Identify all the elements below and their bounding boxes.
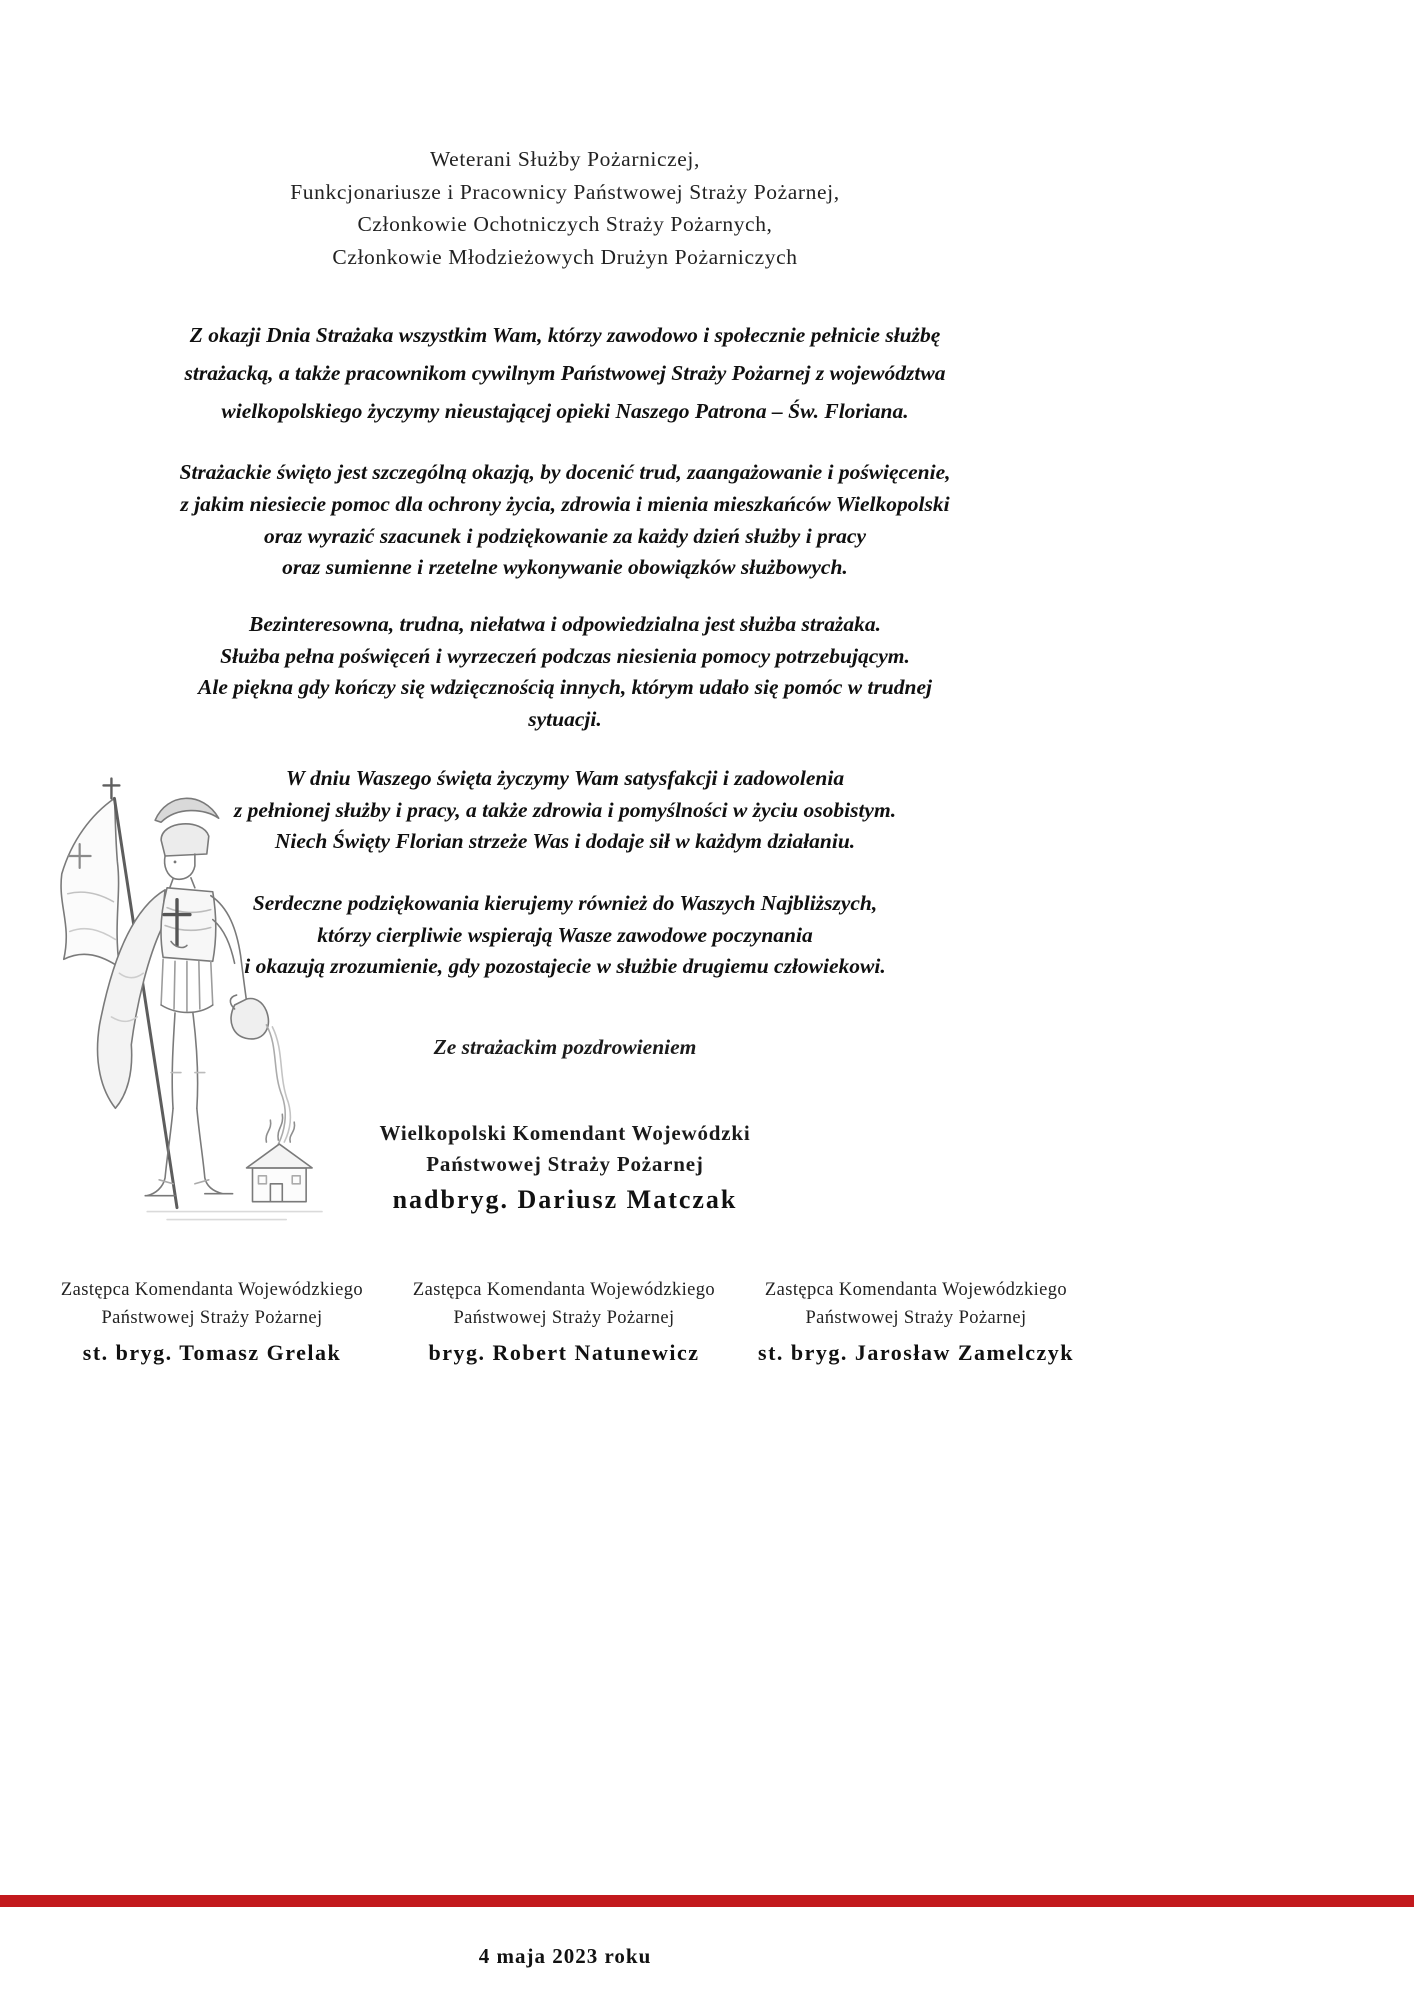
red-divider-bar — [0, 1895, 1414, 1907]
salutation-line: Weterani Służby Pożarniczej, — [430, 147, 700, 171]
text-line: Niech Święty Florian strzeże Was i dodaje sił w każdym działaniu. — [274, 829, 856, 853]
deputy-title: Państwowej Straży Pożarnej — [453, 1308, 675, 1328]
closing-greeting: Ze strażackim pozdrowieniem — [433, 1035, 697, 1059]
salutation-line: Funkcjonariusze i Pracownicy Państwowej Straży Pożarnej, — [290, 179, 840, 204]
document-date: 4 maja 2023 roku — [478, 1944, 652, 1968]
text-line: Strażackie święto jest szczególną okazją, by docenić trud, zaangażowanie i poświęcenie, — [179, 460, 951, 484]
commander-title: Państwowej Straży Pożarnej — [426, 1152, 704, 1176]
deputy-name: st. bryg. Jarosław Zamelczyk — [758, 1340, 1074, 1365]
st-florian-illustration — [28, 772, 326, 1234]
text-line: i okazują zrozumienie, gdy pozostajecie w służbie drugiemu człowiekowi. — [244, 954, 886, 978]
deputy-title: Zastępca Komendanta Wojewódzkiego — [412, 1280, 716, 1300]
deputy-name: bryg. Robert Natunewicz — [428, 1340, 700, 1365]
text-line: Ale piękna gdy kończy się wdzięcznością innych, którym udało się pomóc w trudnej — [198, 675, 932, 699]
text-line: strażacką, a także pracownikom cywilnym Państwowej Straży Pożarnej z województwa — [184, 361, 946, 385]
text-line: Z okazji Dnia Strażaka wszystkim Wam, którzy zawodowo i społecznie pełnicie służbę — [189, 323, 941, 347]
salutation-line: Członkowie Młodzieżowych Drużyn Pożarniczych — [332, 244, 798, 269]
text-line: wielkopolskiego życzymy nieustającej opieki Naszego Patrona – Św. Floriana. — [221, 399, 909, 423]
deputy-title: Zastępca Komendanta Wojewódzkiego — [60, 1280, 364, 1300]
text-line: W dniu Waszego święta życzymy Wam satysfakcji i zadowolenia — [285, 766, 845, 790]
text-line: oraz wyrazić szacunek i podziękowanie za każdy dzień służby i pracy — [263, 523, 867, 548]
text-line: Służba pełna poświęceń i wyrzeczeń podczas niesienia pomocy potrzebującym. — [220, 643, 910, 668]
deputy-signature — [388, 1276, 740, 1366]
commander-title: Wielkopolski Komendant Wojewódzki — [379, 1121, 751, 1145]
paragraph-wishes — [48, 316, 1082, 430]
cross-icon — [103, 779, 119, 799]
text-line: sytuacji. — [528, 706, 602, 731]
text-line: oraz sumienne i rzetelne wykonywanie obowiązków służbowych. — [282, 555, 848, 580]
deputy-title: Państwowej Straży Pożarnej — [805, 1308, 1027, 1328]
text-line: którzy cierpliwie wspierają Wasze zawodowe poczynania — [317, 922, 813, 947]
text-line: Bezinteresowna, trudna, niełatwa i odpowiedzialna jest służba strażaka. — [249, 612, 881, 636]
paragraph-holiday — [48, 457, 1082, 584]
salutation-block — [48, 143, 1082, 273]
deputy-signature — [740, 1276, 1092, 1366]
text-line: Serdeczne podziękowania kierujemy również do Waszych Najbliższych, — [252, 891, 878, 915]
deputy-signature — [36, 1276, 388, 1366]
commander-name: nadbryg. Dariusz Matczak — [392, 1185, 738, 1214]
deputy-title: Zastępca Komendanta Wojewódzkiego — [764, 1280, 1068, 1300]
salutation-line: Członkowie Ochotniczych Straży Pożarnych, — [357, 212, 773, 236]
deputies-signature-row — [36, 1276, 1092, 1366]
text-line: z jakim niesiecie pomoc dla ochrony życia, zdrowia i mienia mieszkańców Wielkopolski — [180, 491, 950, 516]
deputy-name: st. bryg. Tomasz Grelak — [82, 1340, 342, 1365]
text-line: z pełnionej służby i pracy, a także zdrowia i pomyślności w życiu osobistym. — [233, 797, 897, 822]
paragraph-service — [48, 609, 1082, 735]
deputy-title: Państwowej Straży Pożarnej — [101, 1308, 323, 1328]
